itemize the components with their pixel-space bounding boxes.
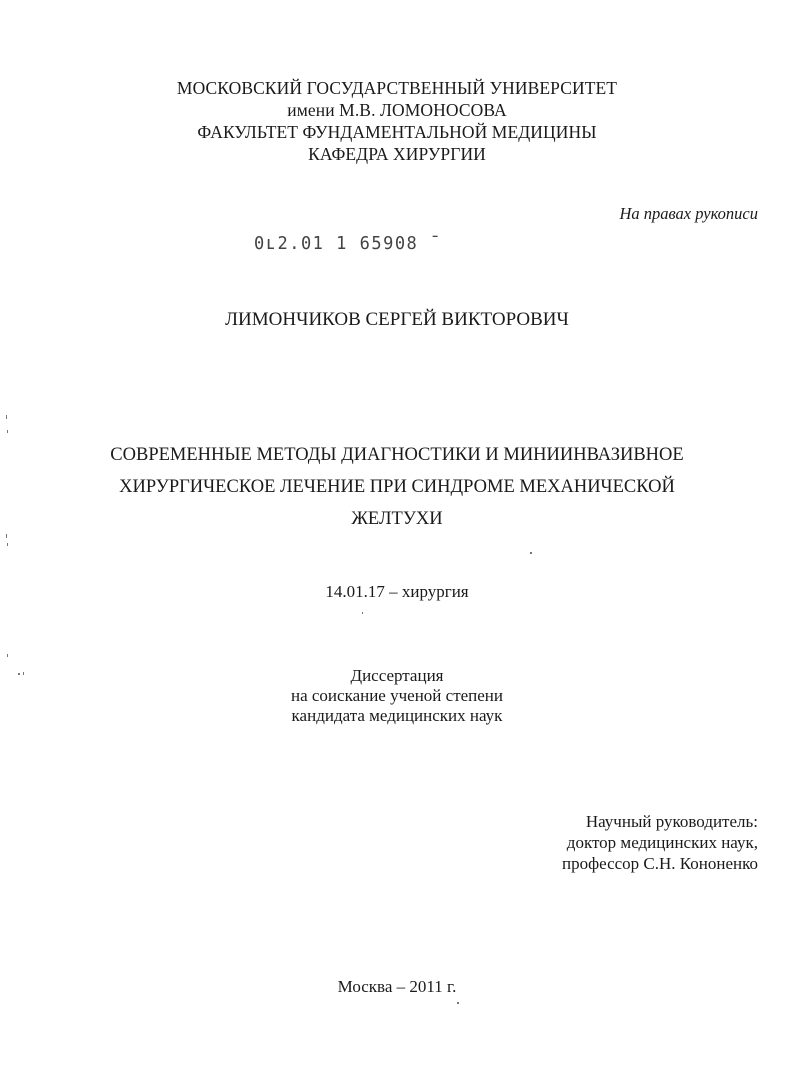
scan-speck xyxy=(6,534,7,538)
thesis-title-line-3: ЖЕЛТУХИ xyxy=(351,509,443,529)
author-name: ЛИМОНЧИКОВ СЕРГЕЙ ВИКТОРОВИЧ xyxy=(225,309,569,330)
thesis-degree-purpose: на соискание ученой степени xyxy=(290,686,504,705)
scan-speck xyxy=(23,672,24,675)
supervisor-degree: доктор медицинских наук, xyxy=(566,833,758,852)
scan-speck xyxy=(18,673,20,675)
scan-speck xyxy=(6,415,7,419)
department-name: КАФЕДРА ХИРУРГИИ xyxy=(308,144,486,164)
city-year: Москва – 2011 г. xyxy=(337,977,457,996)
specialty-code: 14.01.17 – хирургия xyxy=(325,582,469,601)
thesis-type: Диссертация xyxy=(350,666,444,685)
supervisor-label: Научный руководитель: xyxy=(585,812,758,831)
scan-speck xyxy=(7,654,8,657)
scan-speck xyxy=(7,430,8,433)
thesis-title-line-1: СОВРЕМЕННЫЕ МЕТОДЫ ДИАГНОСТИКИ И МИНИИНВАЗИВНОЕ xyxy=(110,445,684,465)
scan-speck xyxy=(7,543,8,546)
library-stamp-number: 0ʟ2.01 1 65908 ˉ xyxy=(254,233,442,255)
university-named-after: имени М.В. ЛОМОНОСОВА xyxy=(287,100,507,120)
thesis-title-line-2: ХИРУРГИЧЕСКОЕ ЛЕЧЕНИЕ ПРИ СИНДРОМЕ МЕХАНИЧЕСКОЙ xyxy=(119,477,675,497)
scan-speck xyxy=(530,552,532,554)
manuscript-note: На правах рукописи xyxy=(619,204,758,223)
thesis-degree: кандидата медицинских наук xyxy=(291,706,503,725)
supervisor-name: профессор С.Н. Кононенко xyxy=(561,854,758,873)
university-name: МОСКОВСКИЙ ГОСУДАРСТВЕННЫЙ УНИВЕРСИТЕТ xyxy=(176,78,618,98)
faculty-name: ФАКУЛЬТЕТ ФУНДАМЕНТАЛЬНОЙ МЕДИЦИНЫ xyxy=(197,122,597,142)
scan-speck xyxy=(362,612,363,614)
scan-speck xyxy=(457,1002,459,1004)
